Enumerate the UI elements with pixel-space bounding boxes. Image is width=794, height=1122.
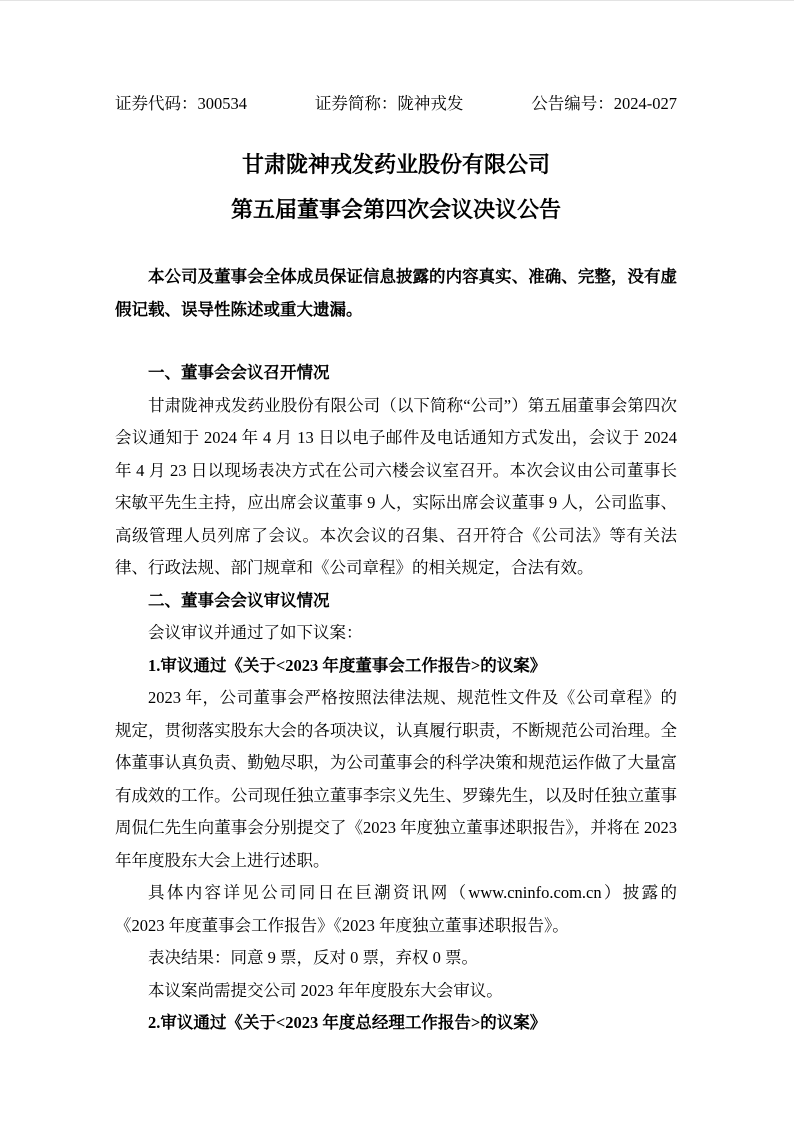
item2-heading: 2.审议通过《关于<2023 年度总经理工作报告>的议案》 xyxy=(148,1013,547,1032)
document-header xyxy=(115,93,677,115)
item1-heading: 1.审议通过《关于<2023 年度董事会工作报告>的议案》 xyxy=(148,655,547,675)
company-name-title: 甘肃陇神戎发药业股份有限公司 xyxy=(241,152,550,177)
section2-heading: 二、董事会会议审议情况 xyxy=(148,590,330,610)
stock-code: 证券代码：300534 xyxy=(115,94,247,113)
announcement-title: 第五届董事会第四次会议决议公告 xyxy=(230,197,561,222)
section1-heading: 一、董事会会议召开情况 xyxy=(148,363,330,382)
announcement-number: 公告编号：2024-027 xyxy=(531,94,677,113)
item1-submission-note: 本议案尚需提交公司 2023 年年度股东大会审议。 xyxy=(148,980,503,1000)
item1-body-paragraph: 2023 年，公司董事会严格按照法律法规、规范性文件及《公司章程》的规定，贯彻落实股东大会的各项决议，认真履行职责，不断规范公司治理。全体董事认真负责、勤勉尽职，为公司董事会的科学决策和规范运作做了大量富有成效的工作。公司现任独立董事李宗义先生、罗臻先生，以及时任独立董事周侃仁先生向董事会分别提交了《2023 年度独立董事述职报告》，并将在 2023 年年度股东大会上进行述职。 xyxy=(115,688,677,870)
section2-intro: 会议审议并通过了如下议案： xyxy=(148,623,363,642)
section1-paragraph: 甘肃陇神戎发药业股份有限公司（以下简称“公司”）第五届董事会第四次会议通知于 2024 年 4 月 13 日以电子邮件及电话通知方式发出，会议于 2024 年 4 月 23 日以现场表决方式在公司六楼会议室召开。本次会议由公司董事长宋敏平先生主持，应出席会议董事 9 人，实际出席会议董事 9 人，公司监事、高级管理人员列席了会议。本次会议的召集、召开符合《公司法》等有关法律、行政法规、部门规章和《公司章程》的相关规定，合法有效。 xyxy=(115,395,677,577)
stock-abbreviation: 证券简称：陇神戎发 xyxy=(314,94,464,113)
item1-vote-result: 表决结果：同意 9 票，反对 0 票，弃权 0 票。 xyxy=(148,948,478,967)
item1-disclosure-paragraph: 具体内容详见公司同日在巨潮资讯网（www.cninfo.com.cn）披露的《2023 年度董事会工作报告》《2023 年度独立董事述职报告》。 xyxy=(115,883,677,935)
disclaimer-statement: 本公司及董事会全体成员保证信息披露的内容真实、准确、完整，没有虚假记载、误导性陈述或重大遗漏。 xyxy=(115,267,677,319)
